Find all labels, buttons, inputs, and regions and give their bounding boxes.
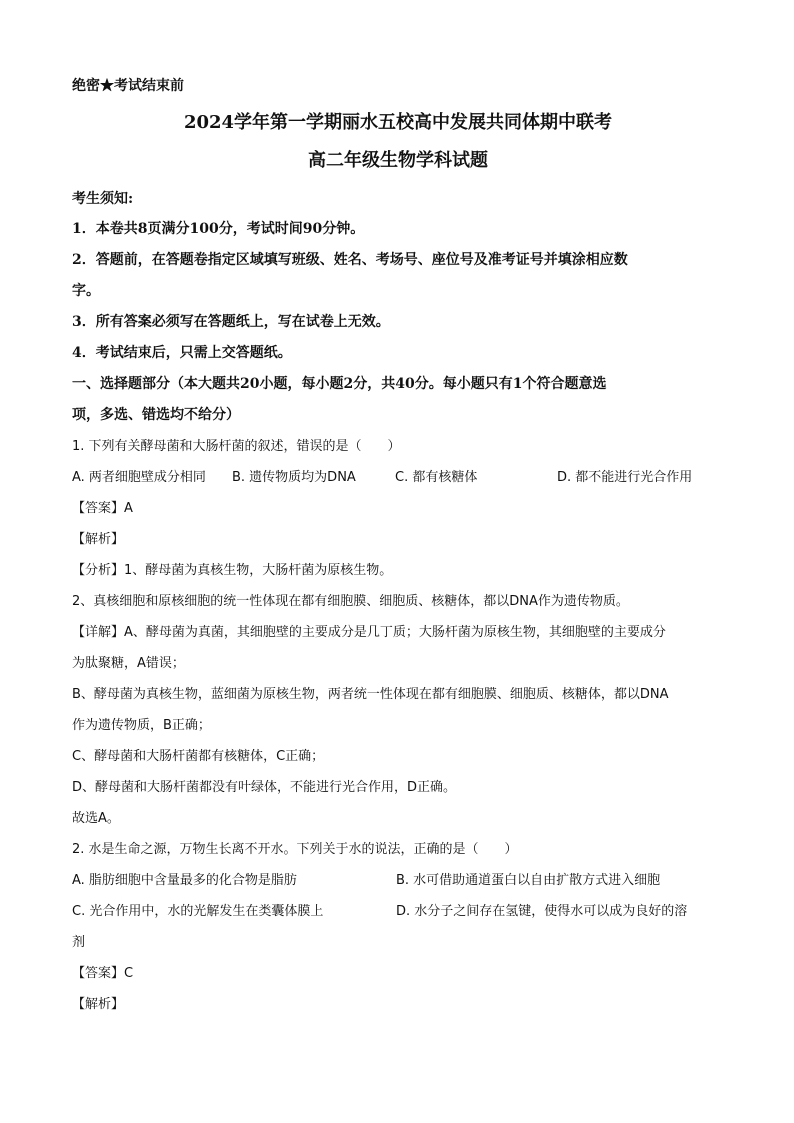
section-heading-line: 项，多选、错选均不给分） — [72, 407, 240, 423]
analysis-line: 故选A。 — [72, 811, 120, 826]
question-options — [72, 462, 724, 493]
analysis-label: 【解析】 — [72, 997, 125, 1012]
section-heading-line: 一、选择题部分（本大题共20小题，每小题2分，共40分。每小题只有1个符合题意选 — [72, 376, 607, 392]
option-d-continued: 剂 — [72, 935, 86, 950]
section-heading — [72, 369, 724, 431]
analysis-line: 2、真核细胞和原核细胞的统一性体现在都有细胞膜、细胞质、核糖体，都以DNA作为遗传物质。 — [72, 594, 629, 609]
option-c: C. 光合作用中，水的光解发生在类囊体膜上 — [72, 904, 324, 919]
option-b: B. 遗传物质均为DNA — [232, 470, 356, 485]
question-options-row — [72, 896, 724, 927]
option-a: A. 两者细胞壁成分相同 — [72, 470, 206, 485]
notice-item: 4．考试结束后，只需上交答题纸。 — [72, 345, 292, 361]
option-d: D. 水分子之间存在氢键，使得水可以成为良好的溶 — [396, 904, 688, 919]
analysis-line: C、酵母菌和大肠杆菌都有核糖体，C正确； — [72, 749, 325, 764]
analysis-line: 作为遗传物质，B正确； — [72, 718, 211, 733]
analysis-line: 为肽聚糖，A错误； — [72, 656, 185, 671]
question-stem: 2. 水是生命之源，万物生长离不开水。下列关于水的说法，正确的是（ ） — [72, 842, 518, 857]
notice-item: 1．本卷共8页满分100分，考试时间90分钟。 — [72, 221, 365, 237]
notice-heading: 考生须知: — [72, 191, 134, 207]
notice-item: 字。 — [72, 283, 100, 299]
option-a: A. 脂肪细胞中含量最多的化合物是脂肪 — [72, 873, 297, 888]
question-2 — [72, 834, 724, 1020]
secret-label: 绝密★考试结束前 — [72, 78, 184, 94]
analysis-line: B、酵母菌为真核生物，蓝细菌为原核生物，两者统一性体现在都有细胞膜、细胞质、核糖体，都以DNA — [72, 687, 669, 702]
answer-label: 【答案】C — [72, 966, 134, 981]
notice-item: 2．答题前，在答题卷指定区域填写班级、姓名、考场号、座位号及准考证号并填涂相应数 — [72, 252, 628, 268]
analysis-line: 【分析】1、酵母菌为真核生物，大肠杆菌为原核生物。 — [72, 563, 393, 578]
option-c: C. 都有核糖体 — [395, 470, 478, 485]
exam-subtitle: 高二年级生物学科试题 — [308, 150, 488, 171]
notice-item: 3．所有答案必须写在答题纸上，写在试卷上无效。 — [72, 314, 390, 330]
analysis-label: 【解析】 — [72, 532, 125, 547]
question-1 — [72, 431, 724, 834]
option-d: D. 都不能进行光合作用 — [557, 470, 693, 485]
notice-block — [72, 184, 724, 369]
analysis-line: D、酵母菌和大肠杆菌都没有叶绿体，不能进行光合作用，D正确。 — [72, 780, 457, 795]
answer-label: 【答案】A — [72, 501, 133, 516]
question-options-row — [72, 865, 724, 896]
exam-title: 2024学年第一学期丽水五校高中发展共同体期中联考 — [183, 112, 613, 133]
question-stem: 1. 下列有关酵母菌和大肠杆菌的叙述，错误的是（ ） — [72, 439, 401, 454]
analysis-line: 【详解】A、酵母菌为真菌，其细胞壁的主要成分是几丁质；大肠杆菌为原核生物，其细胞壁的主要成分 — [72, 625, 666, 640]
option-b: B. 水可借助通道蛋白以自由扩散方式进入细胞 — [396, 873, 661, 888]
